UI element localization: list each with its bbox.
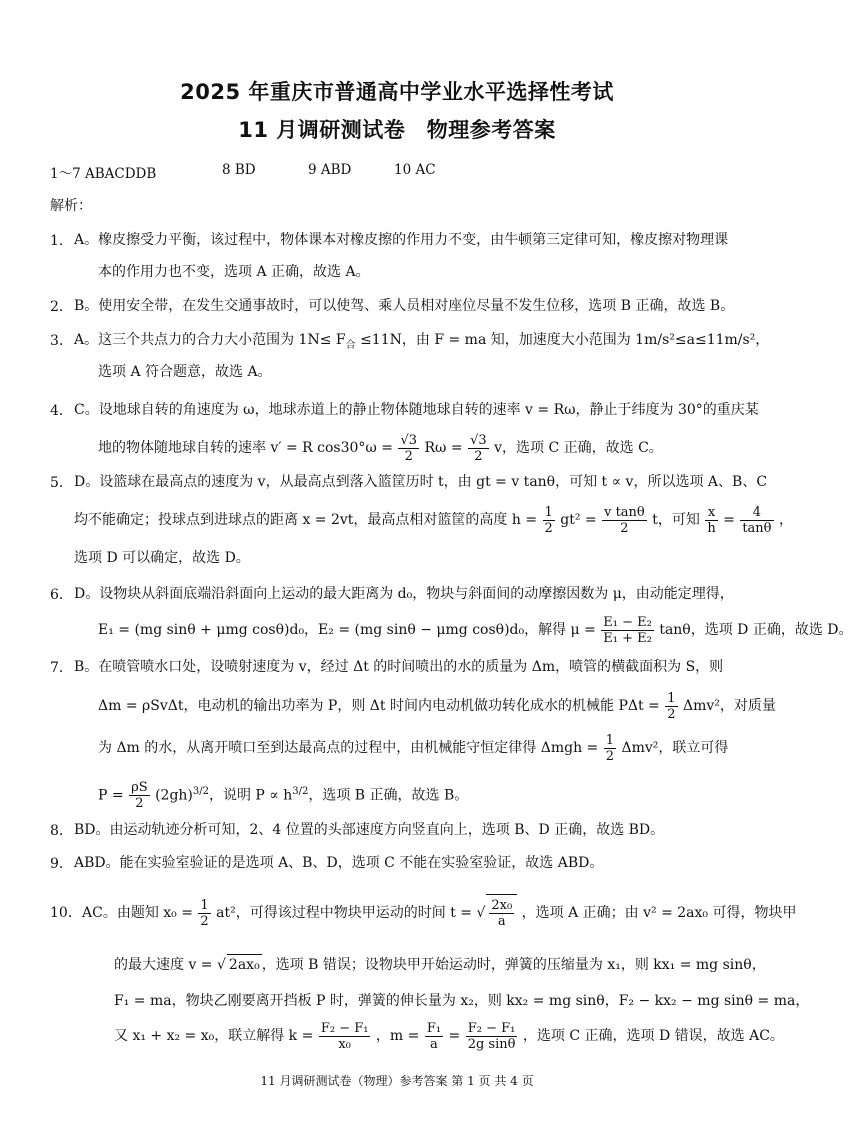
fraction: $\frac{√3}{2}$ [400,432,418,464]
text-line: 的最大速度 v = √ 2ax₀ ，选项 B 错误；设物块甲开始运动时，弹簧的压缩量为 x₁，则 kx₁ = mg sinθ， [114,954,766,975]
text-line: Δm = ρSvΔt，电动机的输出功率为 P，则 Δt 时间内电动机做功转化成水的机械能 PΔt = $\frac{1}{2}$ Δmv²，对质量 [98,690,776,722]
question-number: 2． [50,299,73,315]
text-line: 本的作用力也不变，选项 A 正确，故选 A。 [98,264,370,280]
text-line: D。设物块从斜面底端沿斜面向上运动的最大距离为 d₀，物块与斜面间的动摩擦因数为 μ，由动能定理得， [74,586,734,602]
fraction: $\frac{1}{2}$ [667,690,676,722]
text-line: P = $\frac{\rho S}{2}$ $(2gh)^{3/2}$，说明 $P \propto h^{3/2}$，选项 B 正确，故选 B。 [98,780,469,812]
text-line: E₁ = (mg sinθ + μmg cosθ)d₀，E₂ = (mg sinθ − μmg cosθ)d₀，解得 μ = $\frac{\text{E₁ − E₂}}{\text{E₁ + E₂}}$ tanθ，选项 D 正确，故选 D。 [98,614,853,646]
question-number: 10． [50,905,82,921]
fraction: $\frac{\text{E₁ − E₂}}{\text{E₁ + E₂}}$ [603,614,652,646]
text-line: 为 Δm 的水，从离开喷口至到达最高点的过程中，由机械能守恒定律得 Δmgh = $\frac{1}{2}$ Δmv²，联立可得 [98,732,729,764]
fraction: $\frac{√3}{2}$ [470,432,487,464]
analysis-label: 解析： [50,198,92,214]
page-title: 2025 年重庆市普通高中学业水平选择性考试 [180,80,614,104]
fraction: $\frac{\rho S}{2}$ [131,780,148,812]
page-footer: 11 月调研测试卷（物理）参考答案 第 1 页 共 4 页 [260,1074,534,1088]
question-number: 4． [50,403,73,419]
text-line: BD。由运动轨迹分析可知，2、4 位置的头部速度方向竖直向上，选项 B、D 正确，故选 BD。 [74,822,665,838]
question-number: 6． [50,587,73,603]
fraction: $\frac{1}{2}$ [544,504,553,536]
square-root: √ $\frac{\text{2x₀}}{a}$ [476,905,517,921]
text-line: 又 x₁ + x₂ = x₀，联立解得 k = $\frac{\text{F₂ − F₁}}{\text{x₀}}$ ，m = $\frac{\text{F₁}}{a}$ = $\frac{\text{F₂ − F₁}}{\text{2g sinθ}}$ ，选项 C 正确，选项 D 错误，故选 AC。 [114,1020,784,1052]
fraction: $\frac{\text{F₂ − F₁}}{\text{2g sinθ}}$ [467,1020,516,1052]
question-number: 9． [50,856,73,872]
question-number: 1． [50,233,73,249]
answer-8: 8 BD [222,162,256,178]
question-number: 3． [50,333,73,349]
text-line: 均不能确定；投球点到进球点的距离 x = 2vt，最高点相对篮筐的高度 h = $\frac{1}{2}$ gt² = $\frac{\text{v tanθ}}{2}$ t，可知 $\frac{x}{h}$ = $\frac{4}{\tan\theta}$ ， [74,504,793,536]
text-line: C。设地球自转的角速度为 ω，地球赤道上的静止物体随地球自转的速率 v = Rω，静止于纬度为 30°的重庆某 [74,402,759,418]
fraction: $\frac{1}{2}$ [605,732,615,764]
text-line: B。在喷管喷水口处，设喷射速度为 v，经过 Δt 的时间喷出的水的质量为 Δm，喷管的横截面积为 S，则 [74,659,724,675]
fraction: $\frac{4}{\tan\theta}$ [742,504,772,536]
fraction: $\frac{\text{v tanθ}}{2}$ [604,504,645,536]
question-number: 7． [50,660,73,676]
answer-10: 10 AC [394,162,436,178]
fraction: $\frac{\text{F₁}}{a}$ [426,1020,442,1052]
text-line: A。橡皮擦受力平衡，该过程中，物体课本对橡皮擦的作用力不变，由牛顿第三定律可知，橡皮擦对物理课 [74,232,729,248]
text-line: 选项 D 可以确定，故选 D。 [74,550,250,566]
text-line: B。使用安全带，在发生交通事故时，可以使驾、乘人员相对座位尽量不发生位移，选项 B 正确，故选 B。 [74,298,735,314]
text-line: ABD。能在实验室验证的是选项 A、B、D，选项 C 不能在实验室验证，故选 ABD。 [74,855,604,871]
question-number: 5． [50,475,73,491]
text-line: D。设篮球在最高点的速度为 v，从最高点到落入篮筐历时 t，由 gt = v tanθ，可知 t ∝ v，所以选项 A、B、C [74,474,768,490]
fraction: $\frac{x}{h}$ [707,504,716,536]
text-line: 选项 A 符合题意，故选 A。 [98,364,272,380]
fraction: $\frac{\text{F₂ − F₁}}{\text{x₀}}$ [320,1020,369,1052]
text-line: A。这三个共点力的合力大小范围为 $1N\le F_合 \le 11N$，由 F = ma 知，加速度大小范围为 1m/s²≤a≤11m/s²， [74,332,770,351]
answer-9: 9 ABD [308,162,352,178]
text-line: 地的物体随地球自转的速率 v′ = R cos30°ω = $\frac{√3}{2}$ Rω = $\frac{√3}{2}$ v，选项 C 正确，故选 C。 [98,432,663,464]
page-subtitle: 11 月调研测试卷 物理参考答案 [238,118,556,142]
fraction: $\frac{1}{2}$ [200,897,209,929]
answer-1-7: 1～7 ABACDDB [50,166,157,182]
text-line: F₁ = ma，物块乙刚要离开挡板 P 时，弹簧的伸长量为 x₂，则 kx₂ = mg sinθ，F₂ − kx₂ − mg sinθ = ma， [114,993,810,1009]
text-line: AC。由题知 x₀ = $\frac{1}{2}$ at²，可得该过程中物块甲运动的时间 t = √ $\frac{\text{2x₀}}{a}$ ，选项 A 正确；由 v² = 2ax₀ 可得，物块甲 [82,894,796,931]
question-number: 8． [50,823,73,839]
